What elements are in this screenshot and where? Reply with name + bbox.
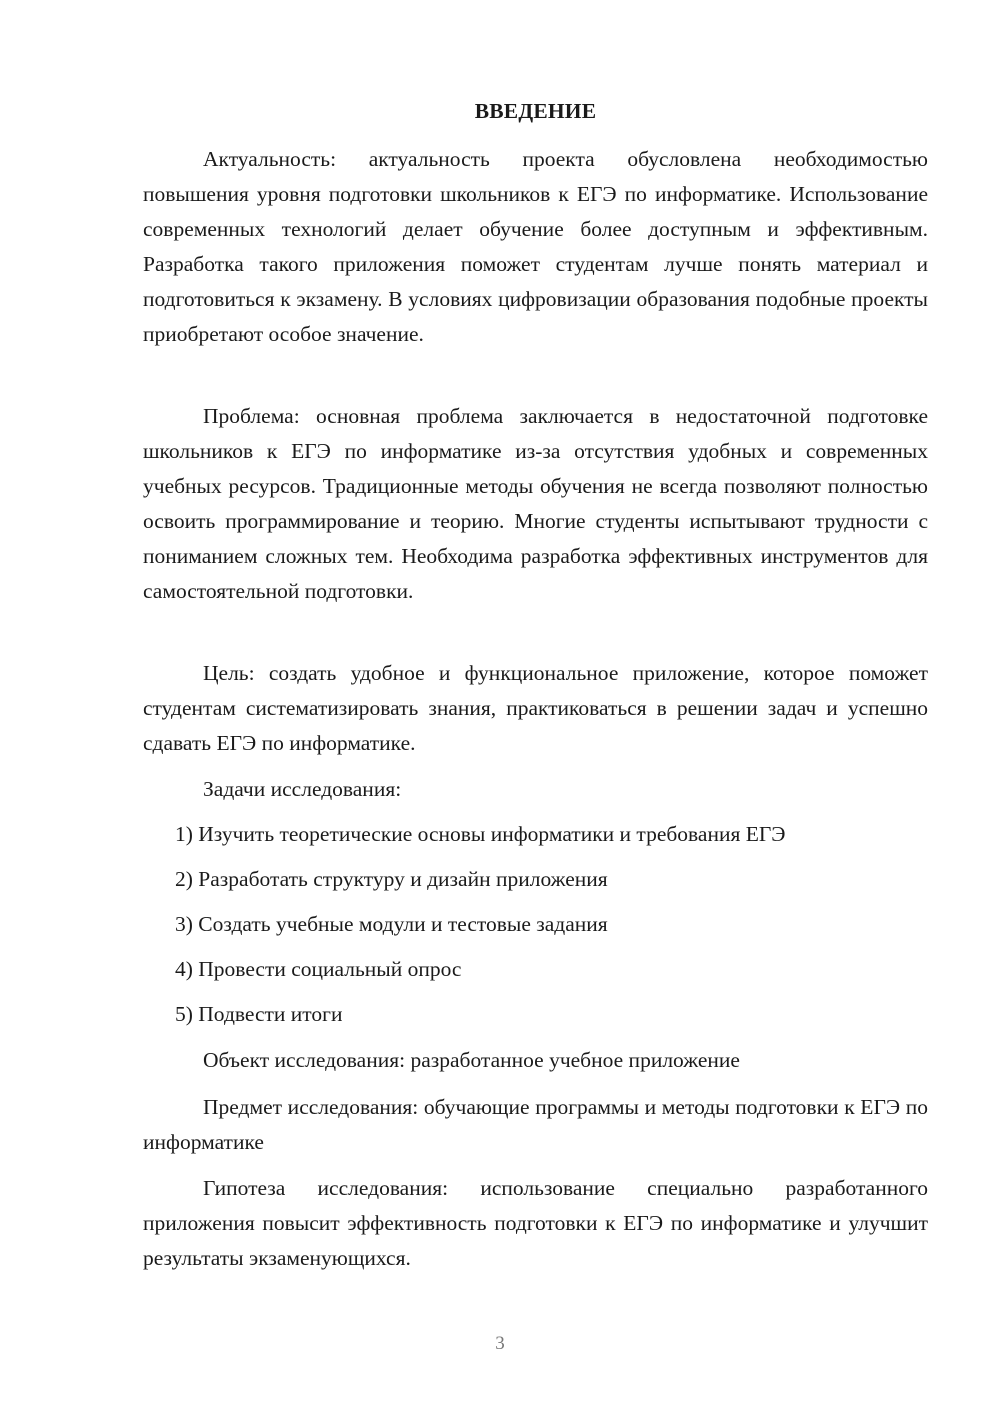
tasks-heading: Задачи исследования:	[203, 777, 402, 801]
task-item-3: 3) Создать учебные модули и тестовые задания	[175, 912, 608, 936]
problem-paragraph: Проблема: основная проблема заключается в недостаточной подготовке школьников к ЕГЭ по информатике из-за отсутствия удобных и современных учебных ресурсов. Традиционные методы обучения не всегда позволяют полностью освоить программирование и теорию. Многие студенты испытывают трудности с пониманием сложных тем. Необходима разработка эффективных инструментов для самостоятельной подготовки.	[143, 404, 928, 603]
section-title: ВВЕДЕНИЕ	[474, 99, 597, 123]
relevance-paragraph: Актуальность: актуальность проекта обусловлена необходимостью повышения уровня подготовки школьников к ЕГЭ по информатике. Использование современных технологий делает обучение более доступным и эффективным. Разработка такого приложения поможет студентам лучше понять материал и подготовиться к экзамену. В условиях цифровизации образования подобные проекты приобретают особое значение.	[143, 147, 928, 346]
task-item-2: 2) Разработать структуру и дизайн приложения	[175, 867, 608, 891]
goal-paragraph: Цель: создать удобное и функциональное приложение, которое поможет студентам систематизировать знания, практиковаться в решении задач и успешно сдавать ЕГЭ по информатике.	[143, 661, 928, 755]
hypothesis-paragraph: Гипотеза исследования: использование специально разработанного приложения повысит эффективность подготовки к ЕГЭ по информатике и улучшит результаты экзаменующихся.	[143, 1176, 928, 1270]
task-item-5: 5) Подвести итоги	[175, 1002, 343, 1026]
task-item-1: 1) Изучить теоретические основы информатики и требования ЕГЭ	[175, 822, 786, 846]
object-paragraph: Объект исследования: разработанное учебное приложение	[203, 1048, 740, 1072]
subject-paragraph: Предмет исследования: обучающие программы и методы подготовки к ЕГЭ по информатике	[143, 1095, 928, 1154]
page-number: 3	[495, 1333, 505, 1354]
task-item-4: 4) Провести социальный опрос	[175, 957, 462, 981]
